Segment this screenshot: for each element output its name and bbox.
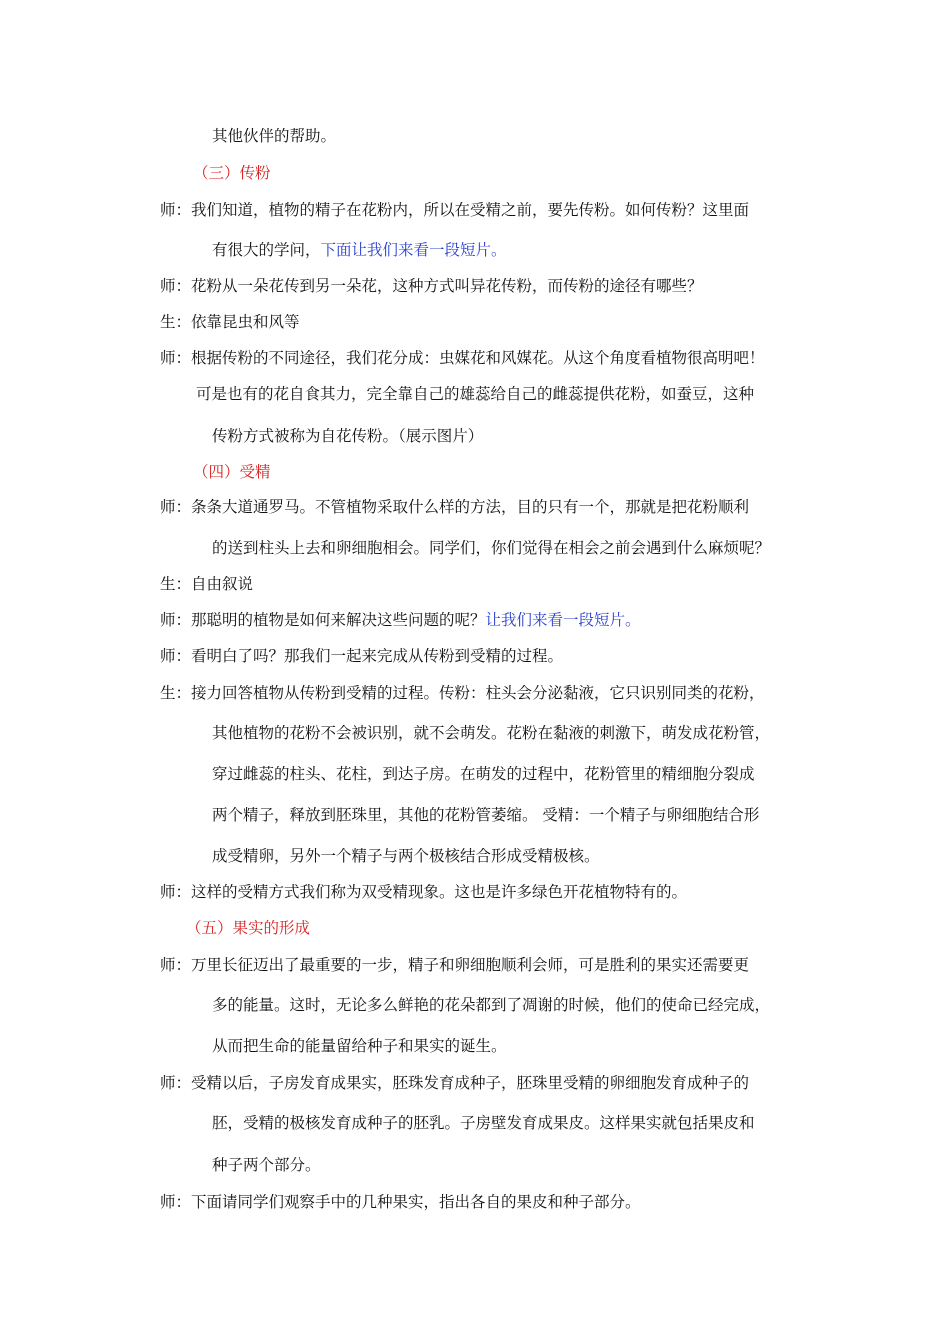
text-line: 生：接力回答植物从传粉到受精的过程。传粉：柱头会分泌黏液，它只识别同类的花粉， [160,684,765,702]
video-link-text: 下面让我们来看一段短片。 [320,241,507,259]
text-line: 师：看明白了吗？那我们一起来完成从传粉到受精的过程。 [160,647,564,665]
text-line: 多的能量。这时，无论多么鲜艳的花朵都到了凋谢的时候，他们的使命已经完成， [212,996,771,1014]
text-line [160,610,641,630]
text-line: 两个精子，释放到胚珠里，其他的花粉管萎缩。 受精：一个精子与卵细胞结合形 [212,806,760,824]
text-line: 生：自由叙说 [160,575,254,593]
text-line: 传粉方式被称为自花传粉。（展示图片） [212,427,484,445]
text-line: 其他植物的花粉不会被识别，就不会萌发。花粉在黏液的刺激下，萌发成花粉管， [212,724,771,742]
text-line: 师：万里长征迈出了最重要的一步，精子和卵细胞顺利会师，可是胜利的果实还需要更 [160,956,750,974]
text-segment: 有很大的学问， [212,241,321,259]
text-line: 师：下面请同学们观察手中的几种果实，指出各自的果皮和种子部分。 [160,1193,641,1211]
text-line: 师：条条大道通罗马。不管植物采取什么样的方法，目的只有一个，那就是把花粉顺利 [160,498,750,516]
text-line: 穿过雌蕊的柱头、花柱，到达子房。在萌发的过程中，花粉管里的精细胞分裂成 [212,765,755,783]
text-line: 师：花粉从一朵花传到另一朵花，这种方式叫异花传粉，而传粉的途径有哪些？ [160,277,703,295]
text-line [212,240,507,260]
section-heading-pollination: （三）传粉 [193,164,271,182]
text-line: 种子两个部分。 [212,1156,321,1174]
text-line: 从而把生命的能量留给种子和果实的诞生。 [212,1037,507,1055]
text-line: 可是也有的花自食其力，完全靠自己的雄蕊给自己的雌蕊提供花粉，如蚕豆，这种 [196,385,755,403]
section-heading-fertilization: （四）受精 [193,463,271,481]
text-line: 师：我们知道，植物的精子在花粉内，所以在受精之前，要先传粉。如何传粉？这里面 [160,201,750,219]
text-line: 师：根据传粉的不同途径，我们花分成：虫媒花和风媒花。从这个角度看植物很高明吧！ [160,349,765,367]
text-segment: 师：那聪明的植物是如何来解决这些问题的呢？ [160,611,486,629]
text-line: 师：这样的受精方式我们称为双受精现象。这也是许多绿色开花植物特有的。 [160,883,688,901]
text-line: 胚，受精的极核发育成种子的胚乳。子房壁发育成果皮。这样果实就包括果皮和 [212,1114,755,1132]
text-line: 其他伙伴的帮助。 [212,127,337,145]
text-line: 成受精卵，另外一个精子与两个极核结合形成受精极核。 [212,847,600,865]
section-heading-fruit-formation: （五）果实的形成 [186,919,311,937]
text-line: 生：依靠昆虫和风等 [160,313,300,331]
text-line: 的送到柱头上去和卵细胞相会。同学们，你们觉得在相会之前会遇到什么麻烦呢？ [212,539,771,557]
video-link-text: 让我们来看一段短片。 [485,611,641,629]
text-line: 师：受精以后，子房发育成果实，胚珠发育成种子，胚珠里受精的卵细胞发育成种子的 [160,1074,750,1092]
